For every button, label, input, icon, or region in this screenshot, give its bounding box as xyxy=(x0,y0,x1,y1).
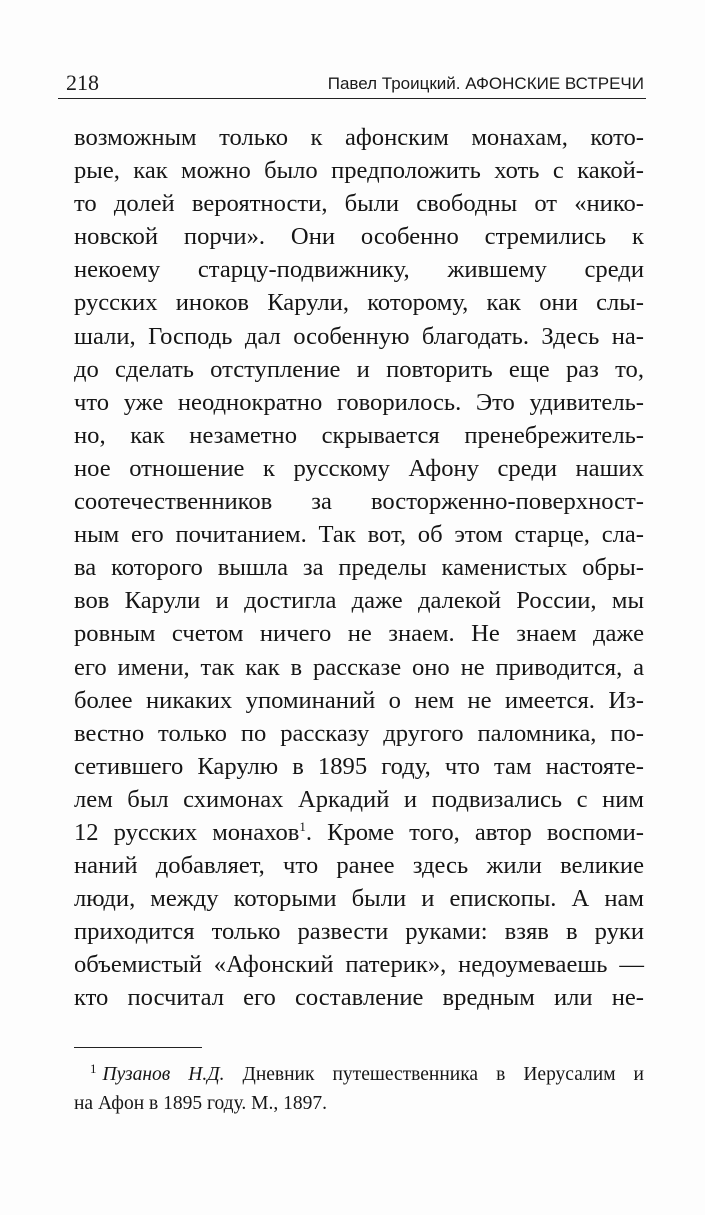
header-rule xyxy=(58,98,646,99)
text-line: вестно только по рассказу другого паломника, по- xyxy=(74,719,644,747)
text-line: лем был схимонах Аркадий и подвизались с ним xyxy=(74,785,644,813)
text-line: его имени, так как в рассказе оно не приводится, а xyxy=(74,653,644,681)
text-line: то долей вероятности, были свободны от «нико- xyxy=(74,190,644,218)
footnote-author: Пузанов Н.Д. xyxy=(102,1064,225,1085)
text-line: но, как незаметно скрывается пренебрежитель- xyxy=(74,421,644,449)
text-line: русских иноков Карули, которому, как они слы- xyxy=(74,289,644,317)
text-line: ным его почитанием. Так вот, об этом старце, сла- xyxy=(74,521,644,549)
text-line: ровным счетом ничего не знаем. Не знаем даже xyxy=(74,620,644,648)
text-line-with-footnote-ref xyxy=(74,816,644,849)
text-line: новской порчи». Они особенно стремились к xyxy=(74,223,644,251)
text-line: некоему старцу-подвижнику, жившему среди xyxy=(74,256,644,284)
text-line: более никаких упоминаний о нем не имеется. Из- xyxy=(74,686,644,714)
text-fragment: 12 русских монахов xyxy=(74,818,300,846)
page-number: 218 xyxy=(66,70,99,95)
text-line: ва которого вышла за пределы каменистых обры- xyxy=(74,554,644,582)
body-text xyxy=(74,121,644,1015)
text-line: что уже неоднократно говорилось. Это удивитель- xyxy=(74,388,644,416)
text-line: возможным только к афонским монахам, кото- xyxy=(74,124,644,151)
text-line: сетившего Карулю в 1895 году, что там настояте- xyxy=(74,752,644,780)
footnote-line xyxy=(74,1060,644,1089)
text-line: рые, как можно было предположить хоть с какой- xyxy=(74,157,644,185)
text-line: соотечественников за восторженно-поверхност- xyxy=(74,488,644,516)
text-line: ное отношение к русскому Афону среди наших xyxy=(74,454,644,482)
footnote-line: на Афон в 1895 году. М., 1897. xyxy=(74,1093,327,1114)
footnote-text: Дневник путешественника в Иерусалим и xyxy=(224,1064,644,1085)
footnote-marker: 1 xyxy=(90,1060,97,1076)
text-line: вов Карули и достигла даже далекой России, мы xyxy=(74,587,644,615)
text-line: люди, между которыми были и епископы. А нам xyxy=(74,885,644,913)
running-head: Павел Троицкий. АФОНСКИЕ ВСТРЕЧИ xyxy=(327,74,644,93)
text-line: наний добавляет, что ранее здесь жили великие xyxy=(74,852,644,880)
page-header xyxy=(66,66,644,98)
footnote-reference: 1 xyxy=(299,818,306,834)
footnote-rule xyxy=(74,1047,202,1048)
text-fragment: . Кроме того, автор воспоми- xyxy=(305,818,644,846)
footnote xyxy=(74,1060,644,1118)
text-line: приходится только развести руками: взяв в руки xyxy=(74,918,644,946)
text-line: до сделать отступление и повторить еще раз то, xyxy=(74,355,644,383)
text-line: объемистый «Афонский патерик», недоумеваешь — xyxy=(74,951,644,979)
text-line: кто посчитал его составление вредным или не- xyxy=(74,984,644,1012)
text-line: шали, Господь дал особенную благодать. Здесь на- xyxy=(74,322,644,350)
